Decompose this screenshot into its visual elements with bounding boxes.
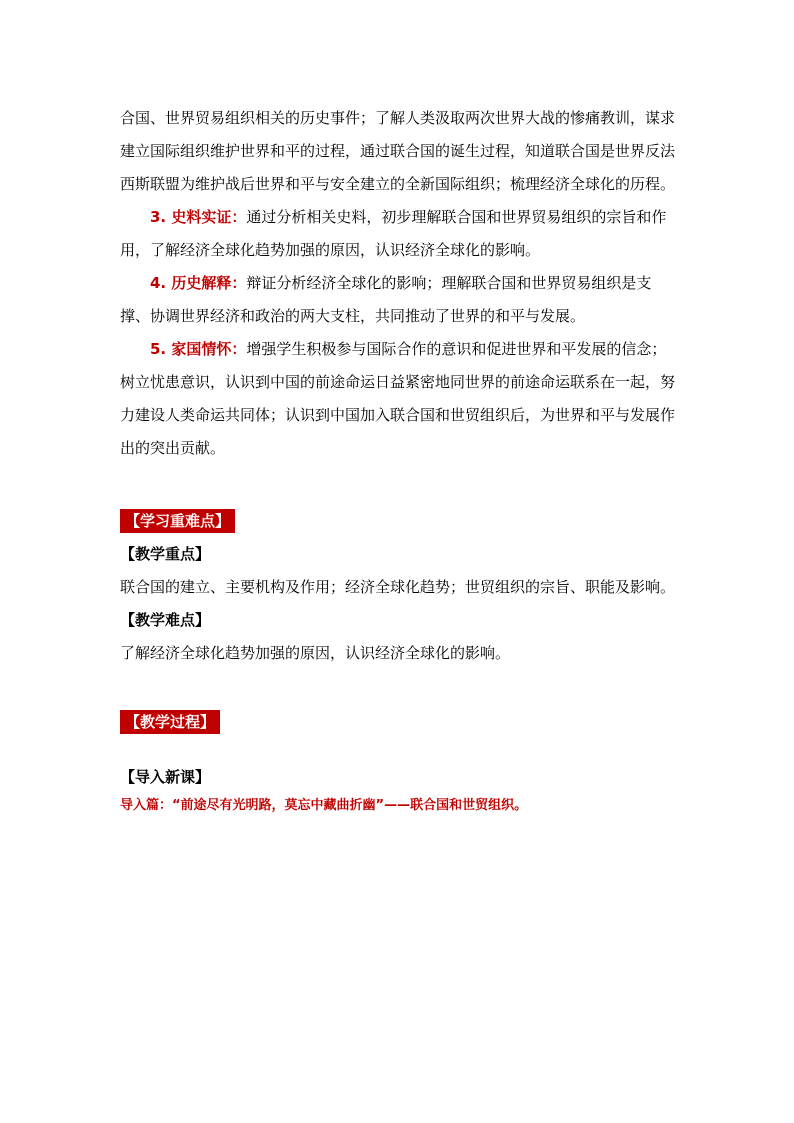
- objective-2-continuation: 合国、世界贸易组织相关的历史事件；了解人类汲取两次世界大战的惨痛教训，谋求建立国际组织维护世界和平的过程，通过联合国的诞生过程，知道联合国是世界反法西斯联盟为维护战后世界和平与安全建立的全新国际组织；梳理经济全球化的历程。: [120, 109, 676, 193]
- key-points-section: [120, 505, 680, 538]
- teaching-difficulty-heading: 【教学难点】: [120, 611, 211, 629]
- objective-4-label: 4. 历史解释：: [150, 274, 247, 292]
- objective-5-text: 增强学生积极参与国际合作的意识和促进世界和平发展的信念；树立忧患意识，认识到中国的前途命运日益紧密地同世界的前途命运联系在一起，努力建设人类命运共同体；认识到中国加入联合国和世贸组织后，为世界和平与发展作出的突出贡献。: [120, 340, 676, 457]
- teaching-focus-heading: 【教学重点】: [120, 545, 211, 563]
- objective-5-label: 5. 家国情怀：: [150, 340, 247, 358]
- objective-3-text: 通过分析相关史料，初步理解联合国和世界贸易组织的宗旨和作用，了解经济全球化趋势加强的原因，认识经济全球化的影响。: [120, 208, 667, 259]
- intro-text: 导入篇：“前途尽有光明路，莫忘中藏曲折幽”——联合国和世贸组织。: [120, 798, 528, 813]
- teaching-focus-text: 联合国的建立、主要机构及作用；经济全球化趋势；世贸组织的宗旨、职能及影响。: [120, 578, 676, 596]
- objective-3-label: 3. 史料实证：: [150, 208, 247, 226]
- key-points-badge: 【学习重难点】: [120, 509, 235, 533]
- objective-4: [120, 267, 680, 333]
- process-badge: 【教学过程】: [120, 710, 220, 734]
- intro-heading: 【导入新课】: [120, 768, 211, 786]
- objective-3: [120, 201, 680, 267]
- teaching-difficulty-text: 了解经济全球化趋势加强的原因，认识经济全球化的影响。: [120, 644, 511, 662]
- process-section: [120, 706, 680, 739]
- document-content: [120, 102, 680, 818]
- objective-4-text: 辩证分析经济全球化的影响；理解联合国和世界贸易组织是支撑、协调世界经济和政治的两大支柱，共同推动了世界的和平与发展。: [120, 274, 652, 325]
- objective-5: [120, 333, 680, 465]
